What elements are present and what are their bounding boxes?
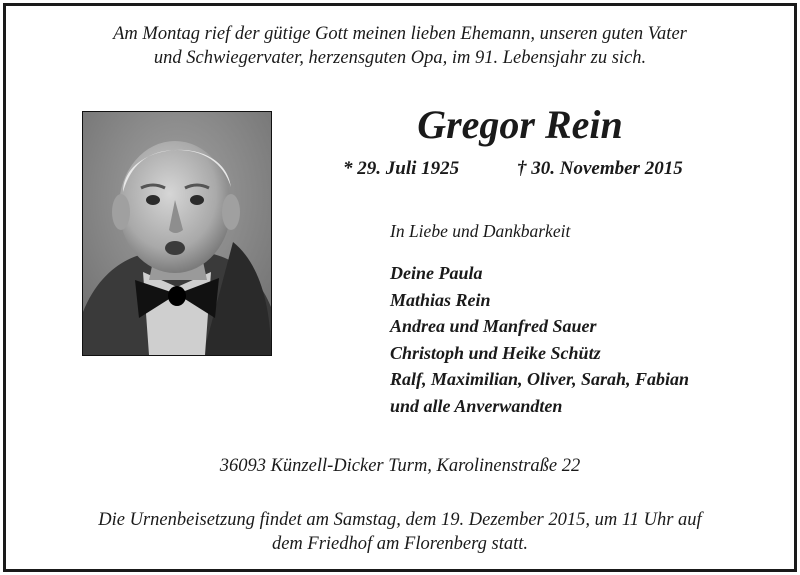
funeral-info [0,508,800,556]
portrait-photo [82,111,272,356]
address-line: 36093 Künzell-Dicker Turm, Karolinenstraße 22 [219,456,581,476]
family-member: Ralf, Maximilian, Oliver, Sarah, Fabian [390,369,690,389]
birth-date: * 29. Juli 1925 [343,158,460,179]
funeral-line: dem Friedhof am Florenberg statt. [271,534,529,554]
family-member: und alle Anverwandten [390,395,563,416]
death-date: † 30. November 2015 [517,158,683,179]
deceased-name: Gregor Rein [417,102,623,147]
family-member: Andrea und Manfred Sauer [390,316,597,336]
family-member: Mathias Rein [390,289,491,310]
intro-line: und Schwiegervater, herzensguten Opa, im 91. Lebensjahr zu sich. [153,48,647,68]
thanks-line: In Liebe und Dankbarkeit [390,221,571,241]
family-member: Christoph und Heike Schütz [390,342,601,363]
intro-text [0,22,800,70]
family-member: Deine Paula [390,263,483,283]
funeral-line: Die Urnenbeisetzung findet am Samstag, dem 19. Dezember 2015, um 11 Uhr auf [98,510,702,530]
intro-line: Am Montag rief der gütige Gott meinen lieben Ehemann, unseren guten Vater [113,24,687,44]
family-list [390,260,689,419]
